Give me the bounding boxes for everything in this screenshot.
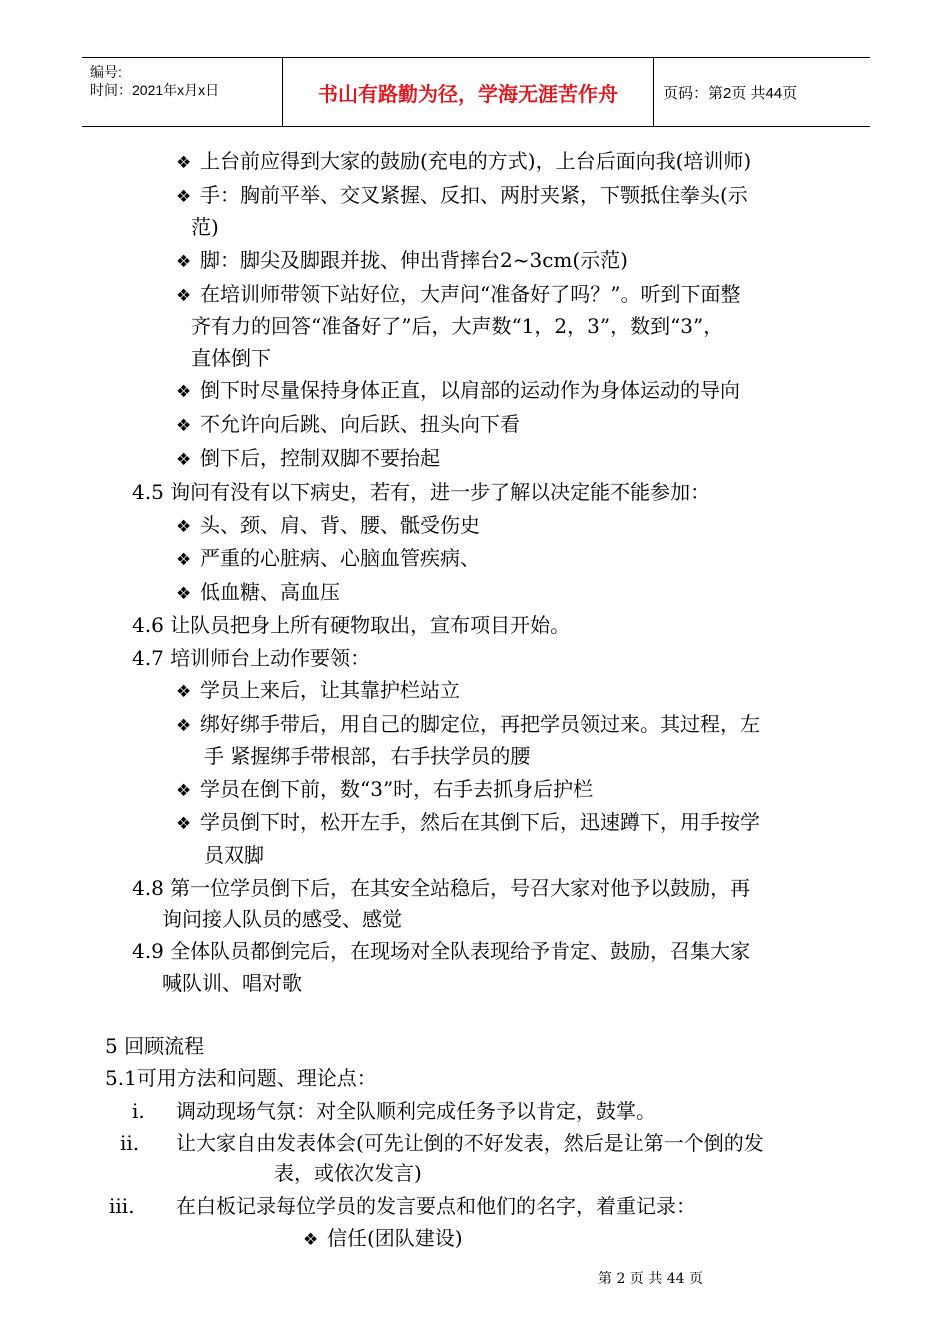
section-item: 4.6 让队员把身上所有硬物取出，宣布项目开始。 <box>132 613 571 637</box>
diamond-bullet-icon: ❖ <box>176 153 192 173</box>
bullet-item <box>176 248 628 274</box>
header-meta-cell <box>82 58 282 126</box>
roman-numeral: iii. <box>109 1194 135 1218</box>
line-text: 头、颈、肩、背、腰、骶受伤史 <box>200 513 480 537</box>
line-continuation: 齐有力的回答“准备好了”后，大声数“1，2，3”，数到“3”， <box>191 314 724 338</box>
section-item: 4.9 全体队员都倒完后，在现场对全队表现给予肯定、鼓励，召集大家 <box>132 939 751 963</box>
diamond-bullet-icon: ❖ <box>303 1230 319 1250</box>
line-text: 严重的心脏病、心脑血管疾病、 <box>200 546 480 570</box>
roman-numeral: ii. <box>120 1131 140 1155</box>
diamond-bullet-icon: ❖ <box>176 450 192 470</box>
bullet-item <box>176 412 520 438</box>
diamond-bullet-icon: ❖ <box>176 416 192 436</box>
diamond-bullet-icon: ❖ <box>176 584 192 604</box>
header-page-cell <box>653 58 870 126</box>
header-motto: 书山有路勤为径，学海无涯苦作舟 <box>282 58 654 126</box>
diamond-bullet-icon: ❖ <box>176 716 192 736</box>
line-text: 信任(团队建设) <box>327 1226 463 1250</box>
roman-item-text: 在白板记录每位学员的发言要点和他们的名字，着重记录： <box>176 1194 696 1218</box>
bullet-item <box>176 810 760 836</box>
line-text: 绑好绑手带后，用自己的脚定位，再把学员领过来。其过程，左 <box>200 712 760 736</box>
document-date-label: 时间：2021年x月x日 <box>90 82 220 98</box>
line-text: 不允许向后跳、向后跃、扭头向下看 <box>200 412 520 436</box>
diamond-bullet-icon: ❖ <box>176 252 192 272</box>
bullet-item <box>176 513 480 539</box>
diamond-bullet-icon: ❖ <box>176 814 192 834</box>
line-text: 倒下时尽量保持身体正直，以肩部的运动作为身体运动的导向 <box>200 378 740 402</box>
bullet-item <box>176 712 760 738</box>
bullet-item <box>303 1226 463 1252</box>
page-footer: 第 2 页 共 44 页 <box>598 1271 703 1287</box>
line-continuation: 表，或依次发言) <box>274 1161 422 1185</box>
section-heading: 5 回顾流程 <box>105 1034 205 1058</box>
bullet-item <box>176 580 340 606</box>
diamond-bullet-icon: ❖ <box>176 781 192 801</box>
roman-item-text: 调动现场气氛：对全队顺利完成任务予以肯定，鼓掌。 <box>176 1099 656 1123</box>
line-text: 在培训师带领下站好位，大声问“准备好了吗？”。听到下面整 <box>200 282 741 306</box>
diamond-bullet-icon: ❖ <box>176 550 192 570</box>
bullet-item <box>176 282 740 308</box>
section-item: 4.8 第一位学员倒下后，在其安全站稳后，号召大家对他予以鼓励，再 <box>132 876 751 900</box>
page-header <box>82 57 870 127</box>
bullet-item <box>176 678 460 704</box>
roman-numeral: i. <box>132 1099 145 1123</box>
bullet-item <box>176 149 751 175</box>
bullet-item <box>176 378 740 404</box>
section-item: 4.7 培训师台上动作要领： <box>132 646 371 670</box>
line-text: 学员倒下时，松开左手，然后在其倒下后，迅速蹲下，用手按学 <box>200 810 760 834</box>
line-text: 学员在倒下前，数“3”时，右手去抓身后护栏 <box>200 777 594 801</box>
diamond-bullet-icon: ❖ <box>176 286 192 306</box>
diamond-bullet-icon: ❖ <box>176 517 192 537</box>
line-text: 手：胸前平举、交叉紧握、反扣、两肘夹紧，下颚抵住拳头(示 <box>200 183 748 207</box>
subsection-heading: 5.1可用方法和问题、理论点： <box>105 1066 377 1090</box>
bullet-item <box>176 777 593 803</box>
header-page-info: 页码：第2页 共44页 <box>663 84 798 102</box>
line-text: 学员上来后，让其靠护栏站立 <box>200 678 460 702</box>
line-continuation: 直体倒下 <box>191 346 271 370</box>
line-continuation: 询问接人队员的感受、感觉 <box>162 907 402 931</box>
document-number-label: 编号: <box>90 64 122 80</box>
line-text: 上台前应得到大家的鼓励(充电的方式)，上台后面向我(培训师) <box>200 149 752 173</box>
diamond-bullet-icon: ❖ <box>176 382 192 402</box>
roman-item-text: 让大家自由发表体会(可先让倒的不好发表，然后是让第一个倒的发 <box>176 1131 764 1155</box>
bullet-item <box>176 546 480 572</box>
section-item: 4.5 询问有没有以下病史，若有，进一步了解以决定能不能参加： <box>132 480 711 504</box>
line-continuation: 员双脚 <box>204 843 264 867</box>
line-text: 倒下后，控制双脚不要抬起 <box>200 446 440 470</box>
line-text: 低血糖、高血压 <box>200 580 340 604</box>
diamond-bullet-icon: ❖ <box>176 682 192 702</box>
line-continuation: 范) <box>191 215 219 239</box>
line-text: 脚：脚尖及脚跟并拢、伸出背摔台2~3cm(示范) <box>200 248 628 272</box>
line-continuation: 手 紧握绑手带根部，右手扶学员的腰 <box>204 744 531 768</box>
bullet-item <box>176 446 440 472</box>
bullet-item <box>176 183 748 209</box>
line-continuation: 喊队训、唱对歌 <box>162 971 302 995</box>
diamond-bullet-icon: ❖ <box>176 187 192 207</box>
